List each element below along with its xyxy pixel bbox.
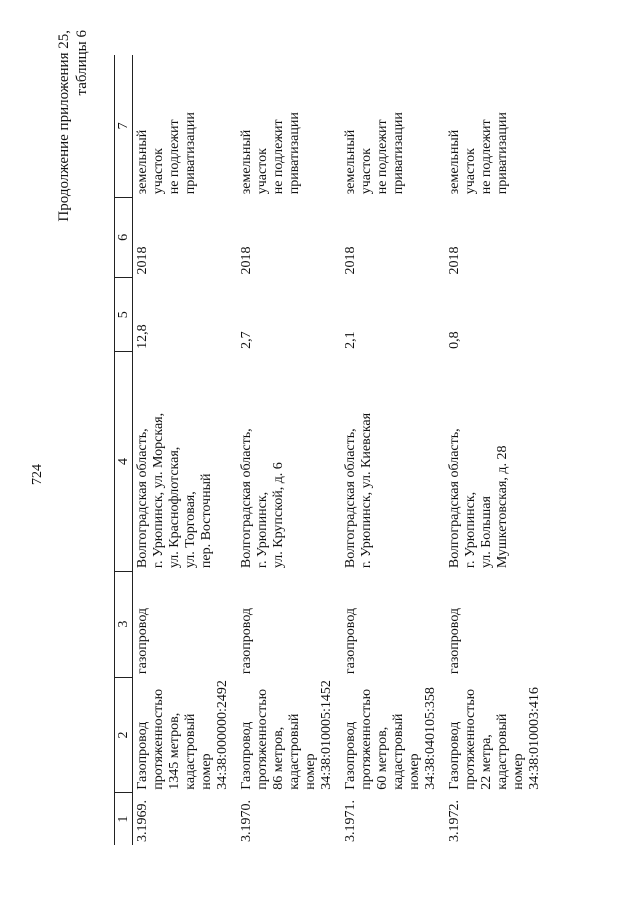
object-note: земельный участок не подлежит приватизации xyxy=(343,112,406,195)
table-row xyxy=(445,55,549,845)
column-header-7: 7 xyxy=(115,55,133,197)
object-note: земельный участок не подлежит приватизации xyxy=(447,112,510,195)
column-header-5: 5 xyxy=(115,278,133,352)
object-value: 0,8 xyxy=(447,331,462,349)
row-number: 3.1971. xyxy=(343,800,358,842)
continuation-line-2: таблицы 6 xyxy=(74,30,90,96)
object-address: Волгоградская область, г. Урюпинск, ул. Морская, ул. Краснофлотская, ул. Торговая, пер. Восточный xyxy=(135,412,214,569)
row-number: 3.1972. xyxy=(447,800,462,842)
object-year: 2018 xyxy=(447,246,462,275)
page-number: 724 xyxy=(30,464,45,485)
continuation-line-1: Продолжение приложения 25, xyxy=(56,30,72,222)
object-type: газопровод xyxy=(239,607,254,675)
object-name: Газопровод протяженностью 22 метра, кадастровый номер 34:38:010003:416 xyxy=(447,687,542,790)
object-name: Газопровод протяженностью 60 метров, кадастровый номер 34:38:040105:358 xyxy=(343,687,438,790)
column-header-6: 6 xyxy=(115,197,133,277)
property-table xyxy=(114,55,549,845)
object-note: земельный участок не подлежит приватизации xyxy=(239,112,302,195)
table-header-row xyxy=(115,55,133,845)
table-row xyxy=(237,55,341,845)
object-name: Газопровод протяженностью 1345 метров, кадастровый номер 34:38:000000:2492 xyxy=(135,680,230,790)
object-address: Волгоградская область, г. Урюпинск, ул. Крупской, д. 6 xyxy=(239,428,286,569)
column-header-4: 4 xyxy=(115,352,133,571)
object-value: 12,8 xyxy=(135,324,150,349)
table-row xyxy=(341,55,445,845)
column-header-2: 2 xyxy=(115,677,133,793)
object-address: Волгоградская область, г. Урюпинск, ул. Большая Мушкетовская, д. 28 xyxy=(447,428,510,569)
object-year: 2018 xyxy=(343,246,358,275)
object-type: газопровод xyxy=(135,607,150,675)
object-address: Волгоградская область, г. Урюпинск, ул. Киевская xyxy=(343,412,374,569)
object-name: Газопровод протяженностью 86 метров, кадастровый номер 34:38:010005:1452 xyxy=(239,680,334,790)
object-value: 2,7 xyxy=(239,331,254,349)
row-number: 3.1969. xyxy=(135,800,150,842)
row-number: 3.1970. xyxy=(239,800,254,842)
object-year: 2018 xyxy=(135,246,150,275)
object-year: 2018 xyxy=(239,246,254,275)
column-header-1: 1 xyxy=(115,793,133,845)
object-value: 2,1 xyxy=(343,331,358,349)
object-type: газопровод xyxy=(447,607,462,675)
object-note: земельный участок не подлежит приватизации xyxy=(135,112,198,195)
table-row xyxy=(133,55,238,845)
continuation-note xyxy=(55,30,91,222)
object-type: газопровод xyxy=(343,607,358,675)
column-header-3: 3 xyxy=(115,571,133,677)
